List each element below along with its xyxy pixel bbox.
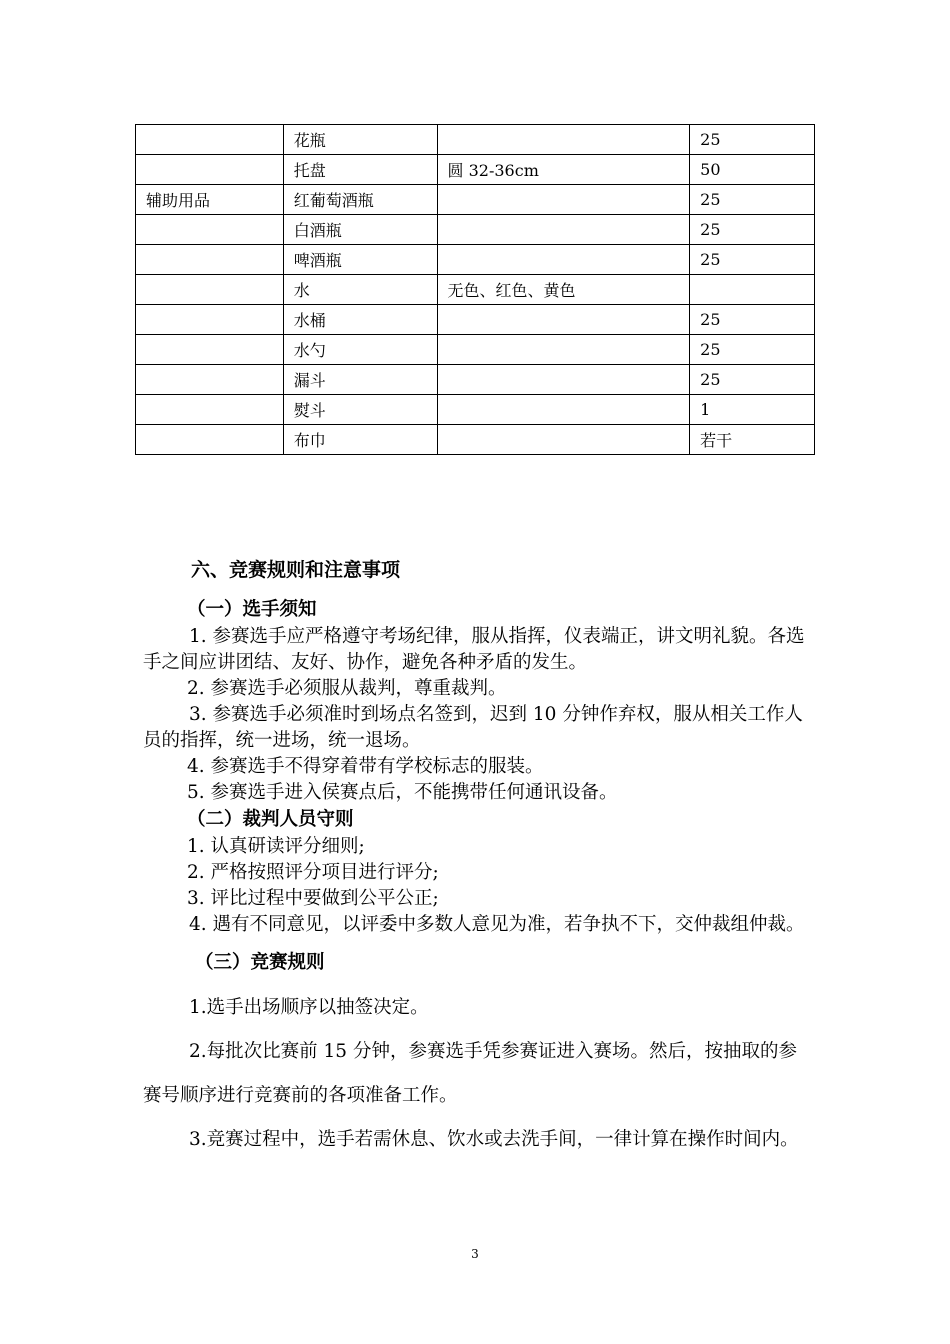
- table-cell-category: [136, 245, 284, 275]
- table-row: [136, 335, 815, 365]
- rules-content: [143, 596, 809, 1162]
- table-cell-qty: 25: [690, 335, 815, 365]
- contestant-rule-2: 2. 参赛选手必须服从裁判，尊重裁判。: [187, 678, 507, 699]
- table-row: [136, 305, 815, 335]
- table-row: [136, 425, 815, 455]
- table-cell-qty: 25: [690, 185, 815, 215]
- contestant-rule-1: 1. 参赛选手应严格遵守考场纪律，服从指挥，仪表端正，讲文明礼貌。各选手之间应讲团结、友好、协作，避免各种矛盾的发生。: [143, 626, 805, 673]
- table-cell-qty: 50: [690, 155, 815, 185]
- table-cell-category: [136, 215, 284, 245]
- competition-rule-1: 1.选手出场顺序以抽签决定。: [189, 997, 429, 1018]
- table-cell-category: 辅助用品: [136, 185, 284, 215]
- table-cell-category: [136, 335, 284, 365]
- table-cell-qty: 25: [690, 365, 815, 395]
- table-cell-spec: [437, 185, 690, 215]
- contestant-rule-3: 3. 参赛选手必须准时到场点名签到，迟到 10 分钟作弃权，服从相关工作人员的指挥，统一进场，统一退场。: [143, 704, 803, 751]
- table-cell-qty: 25: [690, 245, 815, 275]
- table-cell-item: 啤酒瓶: [283, 245, 437, 275]
- judge-rule-1: 1. 认真研读评分细则;: [187, 836, 365, 857]
- table-cell-category: [136, 425, 284, 455]
- table-cell-spec: [437, 395, 690, 425]
- table-cell-category: [136, 275, 284, 305]
- table-row: [136, 365, 815, 395]
- table-cell-spec: [437, 245, 690, 275]
- table-cell-qty: 若干: [690, 425, 815, 455]
- table-cell-category: [136, 395, 284, 425]
- table-cell-item: 托盘: [283, 155, 437, 185]
- equipment-table-body: [136, 125, 815, 455]
- table-cell-qty: 25: [690, 215, 815, 245]
- table-cell-item: 白酒瓶: [283, 215, 437, 245]
- table-cell-item: 水勺: [283, 335, 437, 365]
- table-cell-category: [136, 155, 284, 185]
- table-row: [136, 395, 815, 425]
- table-cell-spec: [437, 215, 690, 245]
- table-cell-item: 漏斗: [283, 365, 437, 395]
- table-cell-item: 花瓶: [283, 125, 437, 155]
- table-cell-item: 水: [283, 275, 437, 305]
- table-cell-qty: [690, 275, 815, 305]
- table-cell-qty: 1: [690, 395, 815, 425]
- equipment-table: [135, 124, 815, 455]
- table-cell-category: [136, 305, 284, 335]
- table-cell-item: 水桶: [283, 305, 437, 335]
- table-row: [136, 155, 815, 185]
- table-row: [136, 275, 815, 305]
- table-cell-qty: 25: [690, 305, 815, 335]
- table-row: [136, 185, 815, 215]
- table-cell-spec: 圆 32-36cm: [437, 155, 690, 185]
- table-row: [136, 125, 815, 155]
- subsection-title-judge: （二）裁判人员守则: [187, 809, 354, 830]
- table-cell-item: 红葡萄酒瓶: [283, 185, 437, 215]
- table-cell-category: [136, 125, 284, 155]
- table-row: [136, 245, 815, 275]
- table-cell-spec: [437, 365, 690, 395]
- table-cell-spec: 无色、红色、黄色: [437, 275, 690, 305]
- competition-rule-2: 2.每批次比赛前 15 分钟，参赛选手凭参赛证进入赛场。然后，按抽取的参赛号顺序进行竞赛前的各项准备工作。: [143, 1041, 797, 1106]
- subsection-title-contestant: （一）选手须知: [187, 599, 317, 620]
- table-cell-qty: 25: [690, 125, 815, 155]
- section-title: 六、竞赛规则和注意事项: [191, 559, 401, 581]
- table-row: [136, 215, 815, 245]
- contestant-rule-5: 5. 参赛选手进入侯赛点后，不能携带任何通讯设备。: [187, 782, 618, 803]
- judge-rule-3: 3. 评比过程中要做到公平公正;: [187, 888, 439, 909]
- page-number: 3: [471, 1247, 479, 1261]
- table-cell-spec: [437, 125, 690, 155]
- table-cell-item: 布巾: [283, 425, 437, 455]
- table-cell-item: 熨斗: [283, 395, 437, 425]
- table-cell-spec: [437, 425, 690, 455]
- subsection-title-competition: （三）竞赛规则: [195, 952, 325, 973]
- judge-rule-4: 4. 遇有不同意见，以评委中多数人意见为准，若争执不下，交仲裁组仲裁。: [189, 914, 805, 935]
- judge-rule-2: 2. 严格按照评分项目进行评分;: [187, 862, 439, 883]
- competition-rule-3: 3.竞赛过程中，选手若需休息、饮水或去洗手间，一律计算在操作时间内。: [189, 1129, 799, 1150]
- table-cell-category: [136, 365, 284, 395]
- contestant-rule-4: 4. 参赛选手不得穿着带有学校标志的服装。: [187, 756, 544, 777]
- table-cell-spec: [437, 335, 690, 365]
- table-cell-spec: [437, 305, 690, 335]
